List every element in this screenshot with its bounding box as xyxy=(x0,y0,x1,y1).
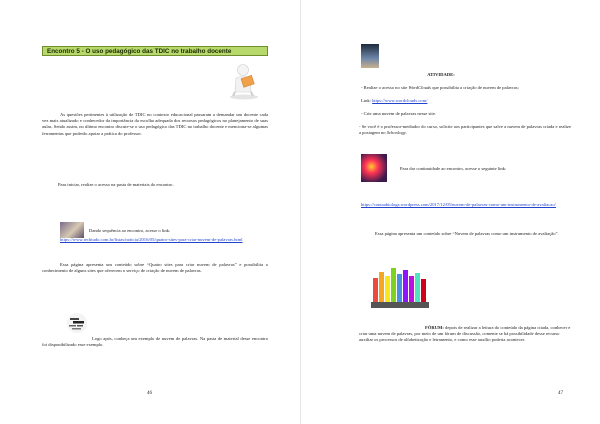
page-number-right: 47 xyxy=(558,391,563,396)
laptop-photo xyxy=(60,222,84,238)
continue-link-instruction: Para dar continuidade ao encontro, acesse o seguinte link: xyxy=(400,166,507,171)
techtudo-link[interactable]: https://www.techtudo.com.br/listas/noticia/2016/05/quatro-sites-para-criar-nuvem-de-palavras.html xyxy=(60,237,243,242)
wordclouds-link[interactable]: https://www.wordclouds.com/ xyxy=(372,98,428,103)
forum-paragraph: FÓRUM: depois de realizar a leitura do conteúdo da página citada, conhecer e criar uma nuvem de palavras, por meio de um fórum de discussão, comente se há possibilidade desse recurso auxiliar os processos de alfabetização e letramento, e como esse auxílio poderia acontecer. xyxy=(359,325,571,343)
section-title: Encontro 5 - O uso pedagógico das TDIC no trabalho docente xyxy=(42,46,268,56)
tablet-photo xyxy=(361,44,379,68)
word-cloud-image xyxy=(66,312,88,334)
activity-item-2: Link: https://www.wordclouds.com/ xyxy=(361,98,428,103)
activity-item-1: - Realize o acesso no site WordClouds que possibilita a criação de nuvem de palavras; xyxy=(361,85,519,90)
right-page xyxy=(300,0,600,424)
activity-item-4: - Se você é o professor-mediador do curso, solicite aos participantes que salve a nuvem de palavras criada e realize a postagem no Schoology. xyxy=(359,124,571,136)
colorful-word-cloud-image xyxy=(361,154,387,182)
start-instruction: Para iniciar, realize o acesso na pasta de materiais do encontro. xyxy=(58,182,174,187)
evaluation-page-description: Essa página apresenta um conteúdo sobre “Nuvem de palavras como um instrumento de avaliação”. xyxy=(375,231,559,236)
reading-figure-illustration xyxy=(226,62,262,100)
word-cloud-example-paragraph: Logo após, conheça um exemplo de nuvem de palavras. Na pasta de material desse encontro foi disponibilizado esse exemplo. xyxy=(42,336,268,348)
hands-crowd-image xyxy=(371,264,429,310)
activity-title: ATIVIDADE: xyxy=(427,72,455,77)
activity-item-3: - Crie uma nuvem de palavras nesse site. xyxy=(361,111,437,116)
techtudo-description: Essa página apresenta um conteúdo sobre “Quatro sites para criar nuvem de palavras” e possibilita o conhecimento de alguns sites que oferecem o serviço de criação de nuvem de palavras. xyxy=(42,262,268,274)
page-number-left: 46 xyxy=(147,391,152,396)
contaabiologa-link[interactable]: https://contaabiologa.wordpress.com/2017/12/05/nuvem-de-palavras-como-um-instrumento-de-avaliacao/ xyxy=(361,202,556,207)
continue-instruction: Dando sequência ao encontro, acesse o link: xyxy=(89,228,171,233)
intro-paragraph: As questões pertinentes à utilização de TDIC no contexto educacional passaram a demandar um docente cada vez mais atualizado e conhecedor da importância da escolha adequada dos recursos pedagógicos no planejamento de suas aulas. Sendo assim, no último encontro discute-se o uso pedagógico das TDIC no trabalho docente e menciona-se algumas ferramentas que poderão apoiar a prática do professor. xyxy=(42,112,268,136)
